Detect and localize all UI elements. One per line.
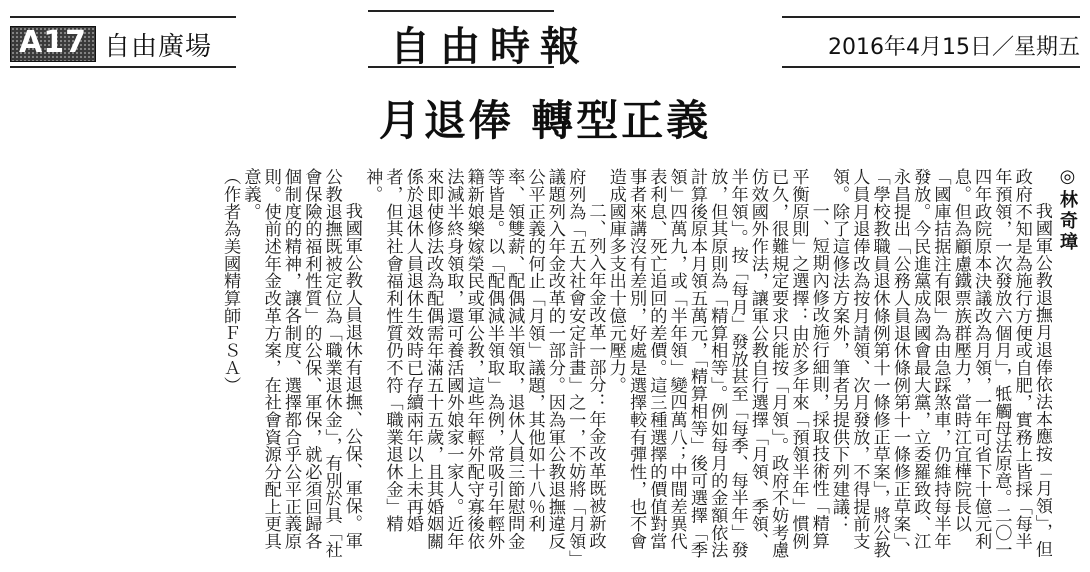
section-title: 自由廣場	[104, 32, 213, 62]
article-paragraph: 我國軍公教退撫月退俸依法本應按「月領」，但政府不知是為施行方便或自肥，實務上皆採「每半年預領，一次發放六個月」，牴觸母法原意。二〇一四年政院原本決議改為月領，一年可省下十億元利息。但為顧慮鐵票族群壓力，當時江宜樺院長以「國庫拮据注有限」為由急踩煞車，仍維持每半年發放。今民進黨成為國會最大黨，立委羅致政、江永昌提出「公務人員退休條例第十一條修正草案」、「學校教職員退休條例第十一條修正草案」，將公教人員月退俸改為按月請領、次月發放，不得提前支領。除了這修法方案外，筆者另提供下列建議：	[829, 168, 1052, 559]
header-top-rule	[368, 10, 554, 12]
article-byline: ◎林奇璋	[1057, 166, 1078, 253]
article-paragraph: 一、短期內修改施行細則，採取技術性「精算平衡原則」之選擇：由於多年來「預領半年」慣例已久，很難規定要求只能按「月領」。政府不妨考慮仿效國外作法，讓軍公教自行選擇「月領、季領、半年領」。按「每月」發放甚至「每季、每半年」發放，但其原則為「精算相等」。例如每月的金額依法計算後原本月領五萬元，「精算相等」後可選擇「季領」四萬九，或「半年領」變四萬八；中間差異代表利息、死亡追回的差價。這三種選擇的價值對當事者來講沒有差別，好處是選擇較有彈性，也不會造成國庫多支出十億元壓力。	[605, 168, 829, 559]
page-number: A17	[19, 25, 87, 60]
page-number-badge	[10, 26, 96, 62]
header-bottom-rule	[782, 66, 1080, 68]
article-paragraph: 我國軍公教人員退休有退撫、公保、軍保。軍公教退撫既被定位為「職業退休金」，有別於具「社會保險的福利性質」的公保、軍保，就必須回歸各個制度的精神，讓各制度、選擇都合乎公平正義原則。使前述年金改革方案，在社會資源分配上更具意義。	[240, 168, 362, 559]
header-top-rule	[10, 16, 236, 18]
issue-date: 2016年4月15日／星期五	[828, 35, 1080, 60]
article-body	[2, 168, 1052, 566]
header-bottom-rule	[10, 66, 236, 68]
article-paragraph: 二、列入年金改革一部分：年金改革既被新政府列為「五大社會安定計畫」之一，不妨將「月領」議題列入年金改革的一部分。因為軍公教退撫違反公平正義的何止「月領」議題，其他如十八％利率、領雙薪、配偶減半領取，退休人員三節慰問金等皆是。以「配偶減半領取」為例，常吸引年輕外籍新娘樂嫁榮民或軍公教，這些年輕外配守寡後依法減半終身領取，還可養活國外娘家一家人。近年來即使修法改為配偶需年滿五十五歲，且其婚姻關係於退休人員退休生效時已存續兩年以上未再婚者，但其社會福利性質仍不符「職業退休金」精神。	[362, 168, 606, 559]
header-top-rule	[782, 16, 1080, 18]
author-note: （作者為美國精算師ＦＳＡ）	[220, 168, 241, 394]
newspaper-masthead: 自由時報	[390, 23, 590, 70]
article-headline: 月退俸 轉型正義	[378, 96, 712, 145]
